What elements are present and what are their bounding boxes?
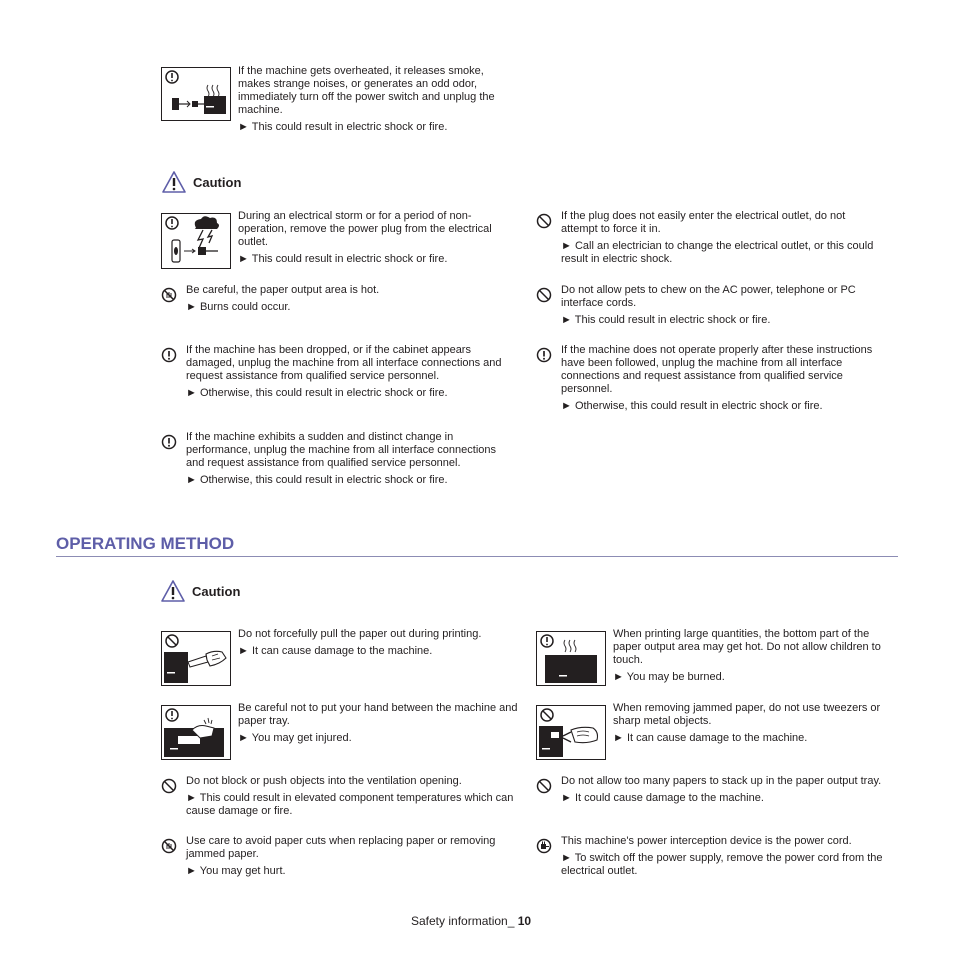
pull-paper-illustration bbox=[161, 631, 231, 686]
overheat-illustration bbox=[161, 67, 231, 121]
caution-item bbox=[613, 628, 893, 684]
prohibited-icon bbox=[536, 213, 552, 229]
section-divider bbox=[56, 556, 898, 557]
footer-label: Safety information_ bbox=[411, 914, 515, 928]
storm-illustration bbox=[161, 213, 231, 269]
warning-overheat bbox=[238, 65, 518, 134]
warning-text: If the machine gets overheated, it releases smoke, makes strange noises, or generates an odd odor, immediately turn off the power switch and unplug the machine. bbox=[238, 65, 495, 116]
caution-consequence: ► You may get hurt. bbox=[186, 865, 286, 877]
caution-consequence: ► You may get injured. bbox=[238, 732, 352, 744]
no-touch-icon bbox=[161, 287, 177, 303]
caution-text: Use care to avoid paper cuts when replacing paper or removing jammed paper. bbox=[186, 835, 496, 860]
caution-item bbox=[561, 344, 881, 413]
caution-text: During an electrical storm or for a period of non-operation, remove the power plug from the electrical outlet. bbox=[238, 210, 492, 248]
prohibited-icon bbox=[536, 778, 552, 794]
caution-text: When removing jammed paper, do not use tweezers or sharp metal objects. bbox=[613, 702, 881, 727]
caution-consequence: ► Burns could occur. bbox=[186, 301, 291, 313]
page-number: 10 bbox=[517, 914, 532, 928]
caution-consequence: ► It can cause damage to the machine. bbox=[238, 645, 433, 657]
caution-text: Do not allow pets to chew on the AC power, telephone or PC interface cords. bbox=[561, 284, 856, 309]
caution-item bbox=[186, 835, 516, 878]
caution-item bbox=[613, 702, 893, 745]
prohibited-icon bbox=[161, 778, 177, 794]
caution-label: Caution bbox=[193, 174, 242, 190]
warning-consequence: ► This could result in electric shock or fire. bbox=[238, 121, 448, 133]
caution-consequence: ► It can cause damage to the machine. bbox=[613, 732, 808, 744]
caution-consequence: ► Otherwise, this could result in electric shock or fire. bbox=[186, 387, 448, 399]
caution-triangle-icon bbox=[160, 579, 186, 603]
caution-consequence: ► This could result in electric shock or fire. bbox=[238, 253, 448, 265]
caution-item bbox=[238, 210, 508, 266]
caution-text: This machine's power interception device is the power cord. bbox=[561, 835, 852, 847]
caution-consequence: ► Otherwise, this could result in electric shock or fire. bbox=[561, 400, 823, 412]
caution-label: Caution bbox=[192, 583, 241, 599]
caution-consequence: ► You may be burned. bbox=[613, 671, 725, 683]
caution-consequence: ► Call an electrician to change the electrical outlet, or this could result in electric shock. bbox=[561, 240, 874, 265]
caution-text: If the machine has been dropped, or if the cabinet appears damaged, unplug the machine from all interface connections and request assistance from qualified service personnel. bbox=[186, 344, 502, 382]
unplug-icon bbox=[536, 838, 552, 854]
warning-exclamation-icon bbox=[161, 347, 177, 363]
caution-consequence: ► This could result in electric shock or fire. bbox=[561, 314, 771, 326]
page-footer bbox=[411, 914, 531, 928]
caution-heading bbox=[161, 170, 241, 194]
caution-triangle-icon bbox=[161, 170, 187, 194]
caution-consequence: ► This could result in elevated component temperatures which can cause damage or fire. bbox=[186, 792, 514, 817]
caution-text: Be careful not to put your hand between the machine and paper tray. bbox=[238, 702, 518, 727]
warning-exclamation-icon bbox=[161, 434, 177, 450]
caution-item bbox=[238, 628, 518, 658]
section-title: OPERATING METHOD bbox=[56, 534, 235, 553]
caution-text: Be careful, the paper output area is hot. bbox=[186, 284, 380, 296]
caution-item bbox=[561, 775, 886, 805]
warning-exclamation-icon bbox=[536, 347, 552, 363]
prohibited-icon bbox=[536, 287, 552, 303]
caution-text: Do not block or push objects into the ventilation opening. bbox=[186, 775, 462, 787]
no-touch-icon bbox=[161, 838, 177, 854]
caution-item bbox=[186, 775, 516, 818]
caution-text: If the machine does not operate properly after these instructions have been followed, unplug the machine from all interface connections and request assistance from qualified service personnel. bbox=[561, 344, 873, 395]
caution-item bbox=[186, 284, 506, 314]
caution-heading bbox=[160, 579, 240, 603]
caution-consequence: ► Otherwise, this could result in electric shock or fire. bbox=[186, 474, 448, 486]
caution-text: Do not forcefully pull the paper out during printing. bbox=[238, 628, 482, 640]
caution-item bbox=[561, 210, 881, 266]
caution-text: If the plug does not easily enter the electrical outlet, do not attempt to force it in. bbox=[561, 210, 846, 235]
caution-item bbox=[186, 344, 506, 400]
caution-text: Do not allow too many papers to stack up in the paper output tray. bbox=[561, 775, 882, 787]
caution-item bbox=[561, 284, 881, 327]
caution-item bbox=[186, 431, 506, 487]
caution-text: When printing large quantities, the bottom part of the paper output area may get hot. Do not allow children to touch. bbox=[613, 628, 881, 666]
caution-item bbox=[561, 835, 891, 878]
caution-item bbox=[238, 702, 518, 745]
caution-text: If the machine exhibits a sudden and distinct change in performance, unplug the machine from all interface connections and request assistance from qualified service personnel. bbox=[186, 431, 497, 469]
tweezers-illustration bbox=[536, 705, 606, 760]
caution-consequence: ► To switch off the power supply, remove the power cord from the electrical outlet. bbox=[561, 852, 883, 877]
caution-consequence: ► It could cause damage to the machine. bbox=[561, 792, 764, 804]
hot-output-illustration bbox=[536, 631, 606, 686]
hand-tray-illustration bbox=[161, 705, 231, 760]
